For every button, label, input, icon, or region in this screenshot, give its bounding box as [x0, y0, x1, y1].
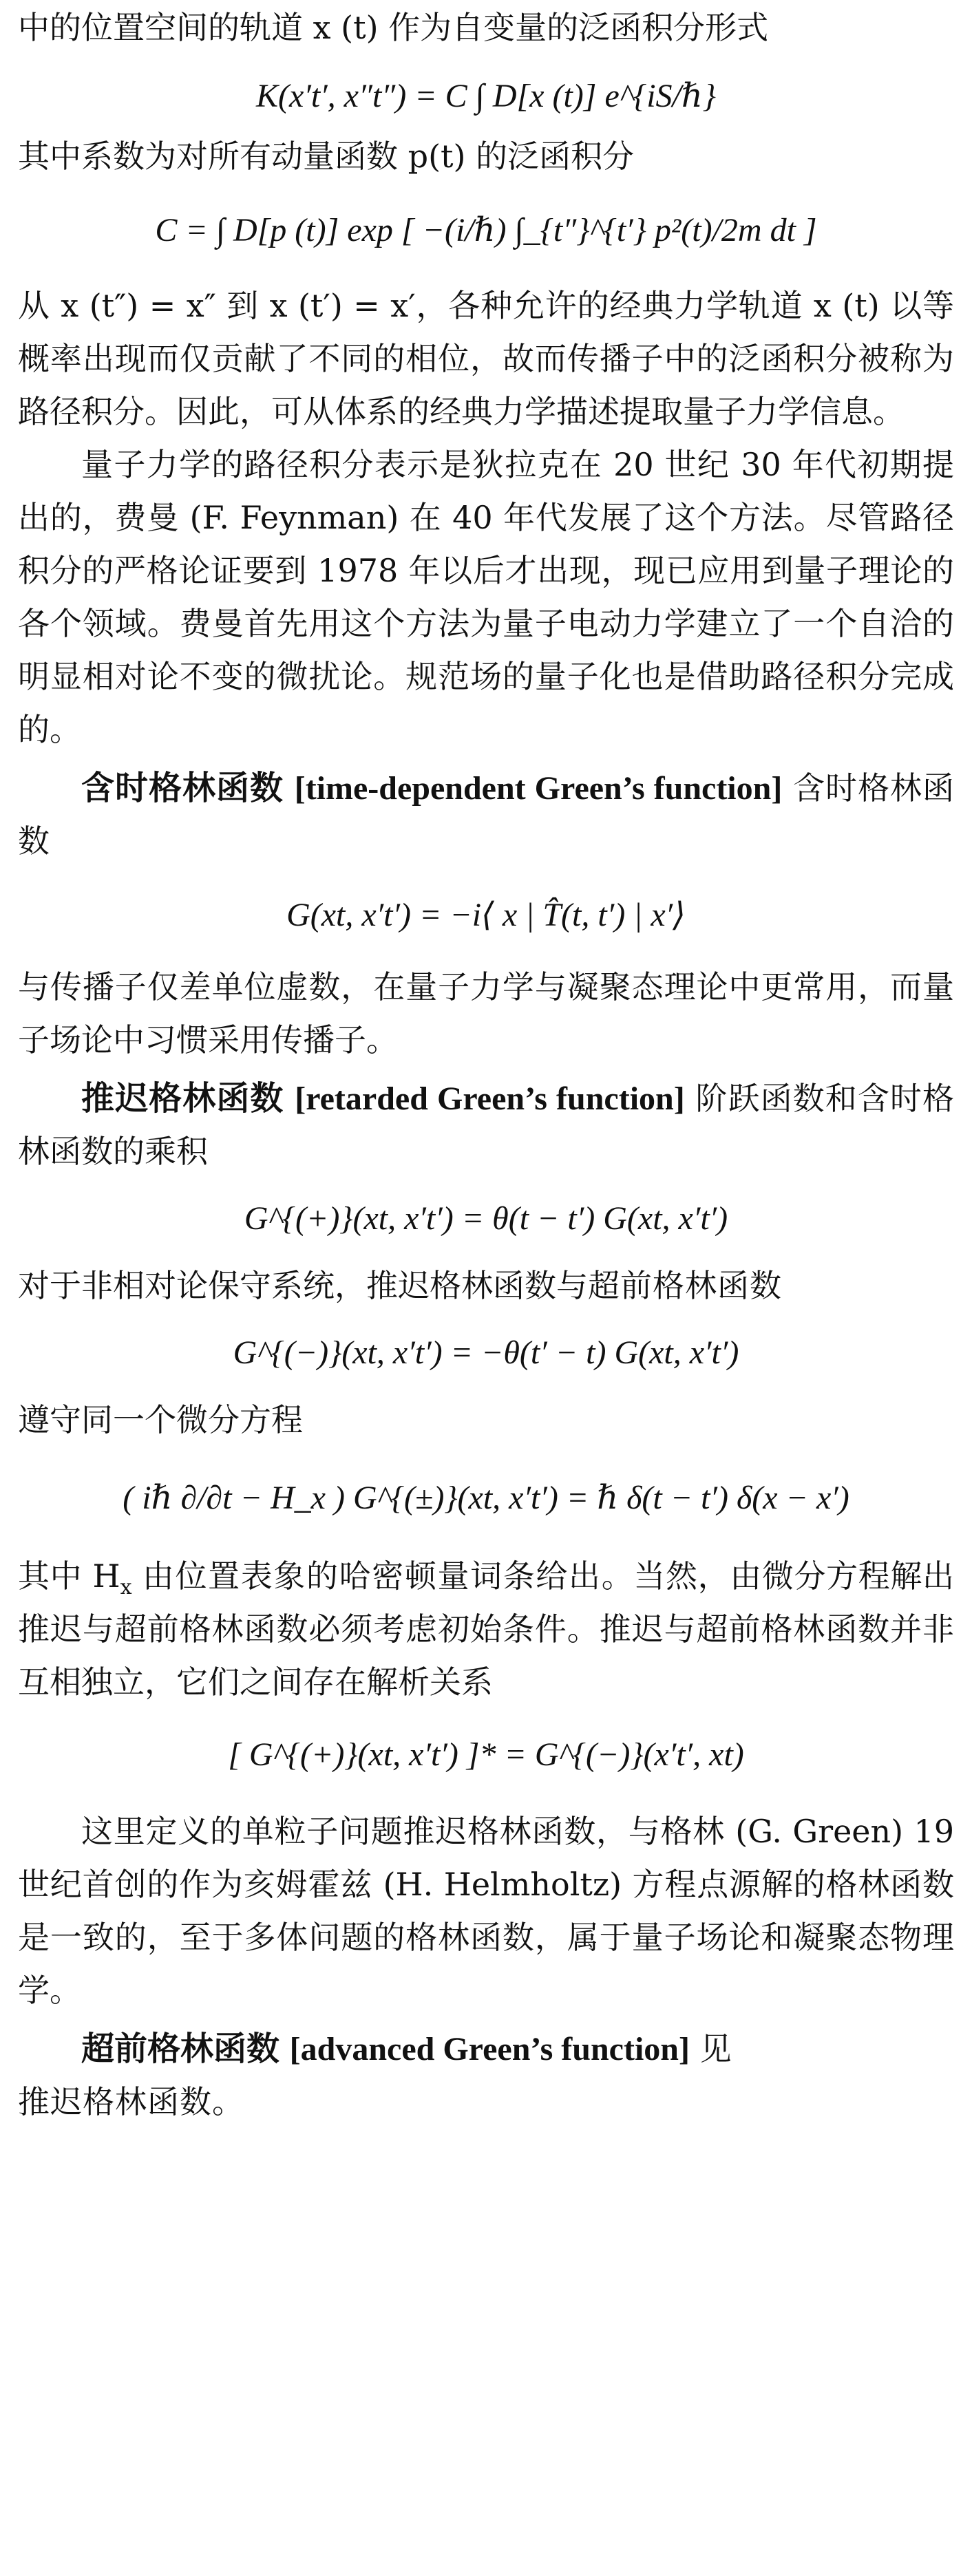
entry-english: [retarded Green’s function]	[295, 1081, 685, 1117]
equation-advanced-text: G^{(−)}(xt, x′t′) = −θ(t′ − t) G(xt, x′t′)	[233, 1334, 739, 1371]
paragraph-hamiltonian	[18, 1550, 954, 1709]
cross-reference-retarded[interactable]: 推迟格林函数	[18, 2083, 212, 2120]
paragraph-conservative-text: 对于非相对论保守系统，推迟格林函数与	[18, 1267, 588, 1304]
entry-english: [time-dependent Green’s function]	[294, 770, 783, 807]
paragraph-see-also	[18, 2076, 954, 2129]
equation-green-function-text: G(xt, x′t′) = −i⟨ x | T̂(t, t′) | x′⟩	[286, 897, 686, 933]
entry-text: 含时格林函数	[18, 769, 955, 860]
equation-advanced	[18, 1312, 954, 1394]
paragraph-green-usage: 与传播子仅差单位虚数，在量子力学与凝聚态理论中更常用，而量子场论中习惯采用传播子。	[18, 968, 954, 1058]
cross-reference-hamiltonian[interactable]: 由位置表象的哈密顿量词条给出	[142, 1557, 602, 1595]
equation-propagator-text: K(x′t′, x″t″) = C ∫ D[x (t)] e^{iS/ℏ}	[256, 78, 716, 114]
paragraph-hamiltonian-text: 。当然，由微分方程解出推迟与超前格林函数必须考虑初始条件。推迟与超前格林函数并非互相独立，它们之间存在解析关系	[18, 1557, 955, 1701]
hamiltonian-subscript: x	[120, 1575, 132, 1600]
equation-analytic-relation-text: [ G^{(+)}(xt, x′t′) ]* = G^{(−)}(x′t′, xt)	[228, 1736, 744, 1773]
equation-retarded	[18, 1178, 954, 1259]
entry-term: 推迟格林函数	[81, 1079, 284, 1118]
entry-english: [advanced Green’s function]	[289, 2031, 690, 2067]
equation-coefficient-text: C = ∫ D[p (t)] exp [ −(i/ℏ) ∫_{t″}^{t′} p²(t)/2m dt ]	[155, 212, 817, 248]
paragraph-green-history: 这里定义的单粒子问题推迟格林函数，与格林 (G. Green) 19 世纪首创的作为亥姆霍兹 (H. Helmholtz) 方程点源解的格林函数是一致的，至于多体问题的格林函数，属于量子场论和凝聚态物理学。	[18, 1813, 954, 2009]
equation-analytic-relation	[18, 1709, 954, 1805]
paragraph-intro: 中的位置空间的轨道 x (t) 作为自变量的泛函积分形式	[18, 9, 769, 46]
paragraph-see-also-end: 。	[212, 2083, 244, 2120]
paragraph-coefficient: 其中系数为对所有动量函数 p(t) 的泛函积分	[18, 138, 635, 175]
hamiltonian-symbol: 其中 H	[18, 1557, 120, 1595]
entry-term: 超前格林函数	[81, 2030, 280, 2068]
paragraph-conservative	[18, 1259, 954, 1312]
equation-coefficient	[18, 183, 954, 279]
equation-green-function	[18, 868, 954, 961]
entry-text: 见	[699, 2030, 732, 2067]
equation-propagator	[18, 54, 954, 130]
paragraph-same-equation: 遵守同一个微分方程	[18, 1401, 303, 1438]
paragraph-path-integral: 从 x (t″) = x″ 到 x (t′) = x′，各种允许的经典力学轨道 x (t) 以等概率出现而仅贡献了不同的相位，故而传播子中的泛函积分被称为路径积分。因此，可从体系的经典力学描述提取量子力学信息。	[18, 287, 954, 430]
entry-term: 含时格林函数	[81, 769, 284, 807]
entry-time-dependent-green	[18, 762, 954, 868]
cross-reference-advanced[interactable]: 超前格林函数	[588, 1267, 782, 1304]
equation-differential-text: ( iℏ ∂/∂t − H_x ) G^{(±)}(xt, x′t′) = ℏ δ(t − t′) δ(x − x′)	[123, 1480, 849, 1516]
equation-differential	[18, 1447, 954, 1550]
equation-retarded-text: G^{(+)}(xt, x′t′) = θ(t − t′) G(xt, x′t′)	[244, 1200, 728, 1237]
entry-advanced-green	[18, 2023, 954, 2076]
paragraph-history: 量子力学的路径积分表示是狄拉克在 20 世纪 30 年代初期提出的，费曼 (F. Feynman) 在 40 年代发展了这个方法。尽管路径积分的严格论证要到 1978 年以后才出现，现已应用到量子理论的各个领域。费曼首先用这个方法为量子电动力学建立了一个自洽的明显相对论不变的微扰论。规范场的量子化也是借助路径积分完成的。	[18, 446, 954, 748]
entry-retarded-green	[18, 1072, 954, 1178]
entry-text: 阶跃函数和含时格林函数的乘积	[18, 1080, 954, 1170]
